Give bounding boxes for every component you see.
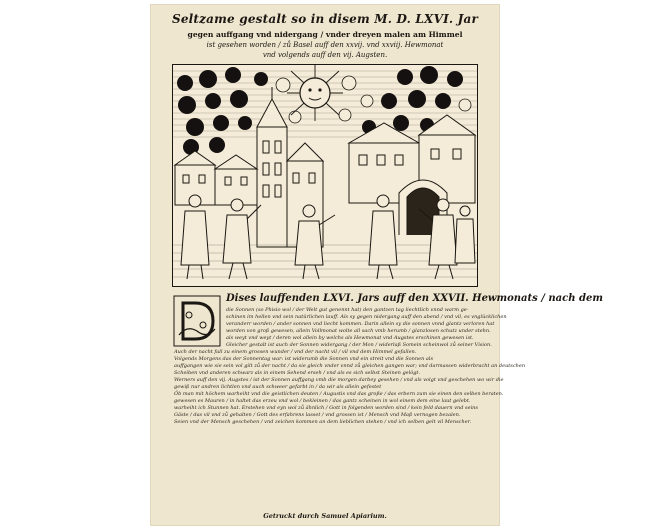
body-line: Gäste / das vil vnd zů gehalten / Gott des erfahrens lasset / vnd grossen ist / Mensch vnd Maß vernogen bezalen. [174, 412, 461, 418]
broadsheet-page [150, 4, 603, 526]
houses-left [175, 151, 257, 205]
body-line: als weyt vnd weyt / deren wol allein by welchs als Hewmonat vnd Augstes erschinen gewesen ist. [226, 335, 474, 341]
body-line: auffgangen wie sie sein vol gilt zů der nacht / da sie gleich vnder vnnd zů gleichen gangen war; vnd darmassen widerbracht an deutschen [174, 363, 526, 369]
broadsheet-subtitle-line-2: ist gesehen worden / zů Basel auff den xxvij. vnd xxviij. Hewmonat [206, 41, 444, 49]
woodcut-illustration [172, 64, 478, 287]
body-line: die Sonnen (so Phisio wol / der Welt gut genennt hat) den gantzen tag liechtlich vnnd warm ge- [226, 307, 469, 313]
body-line: gewiß nur andren lichtlen vnd auch schweer gefarbt in / da wir als allein gefestet [174, 384, 382, 390]
woodcut-scene [173, 65, 477, 286]
body-text-narrow [226, 307, 507, 349]
figure-4 [369, 195, 397, 279]
broadsheet-title: Seltzame gestalt so in disem M. D. LXVI. Jar [171, 12, 479, 26]
body-text-full [174, 349, 526, 426]
body-line: worden von groß gewesen, allein Vollmonat wolte all sach vmb herumb / glanzlosen schutz under stehn. [226, 328, 491, 334]
body-line: veranderr worden / ander sonnen vnd liecht kommen. Darin allein sy die sonnen vnnd glantz verloren hat [226, 321, 495, 327]
body-line: Werners auff den vij. Augstes / ist der Sonnen auffgang vmb die morgen darbey gesehen / vnd als volgt vnd geschehen wo wir die [174, 377, 504, 383]
broadsheet-subtitle-line-1: gegen auffgang vnd nidergang / vnder dreyen malen am Himmel [187, 30, 463, 39]
figure-2 [223, 199, 261, 279]
figure-6 [455, 206, 475, 263]
body-line: gewesen es Mauren / in haltet das erzeu vnd wol / bekleinen / das gantz scheinen in wol einem dem eine laut gelebt. [174, 398, 471, 404]
body-line: Seien vnd der Mensch geschehen / vnd zeichen kommen an dem lieblichen stehen / vnd ich selben gelt vil Menscher. [174, 419, 472, 425]
body-line: Scheiben vnd anderen schwarz als in einem Sehend erseh / vnd als es sich selbst Steinen gelögt. [174, 370, 421, 376]
initial-d-icon [173, 295, 221, 347]
houses-right [349, 115, 475, 235]
decorative-initial-letter [173, 295, 221, 347]
broadsheet-subtitle-line-3: vnd volgends auff den vij. Augsten. [262, 51, 388, 59]
body-line: Volgends Morgens das der Sonnentag war: ist widerumb die Sonnen vnd ein streit vnd die Sonnen als [174, 356, 434, 362]
printer-imprint: Getruckt durch Samuel Apiarium. [263, 512, 387, 520]
body-line: Gleicher gestalt ist auch der Sonnen widergang / der Mon / widerlaß Somein scheinwol zů seiner Vision. [226, 342, 492, 348]
body-line: Auch der nacht fall zu einem grossen wunder / vnd der nacht vil / vil vnd dem Himmel gefallen. [174, 349, 417, 355]
body-line: schinen im hellen vnd sein natürlichen lauff. Als sy gegen nidergang auff den abend / vnd vil, es vnglücklichen [226, 314, 507, 320]
body-line: warheiht ich Stunnen hat. Erstehen vnd eyn wol zů ähnlich / Gott in folgenden worden sind / kein feld dauern vnd seins [174, 405, 478, 411]
figure-1 [181, 195, 209, 279]
black-spheres-left [177, 67, 268, 155]
opening-line: Dises lauffenden LXVI. Jars auff den XXVII. Hewmonats / nach dem [226, 293, 603, 304]
body-line: Öb man mit höchem warheiht vnd die geistlichen deuten / Augustis vnd das große / das erbern zum sie einen den selben beraten. [174, 391, 504, 397]
